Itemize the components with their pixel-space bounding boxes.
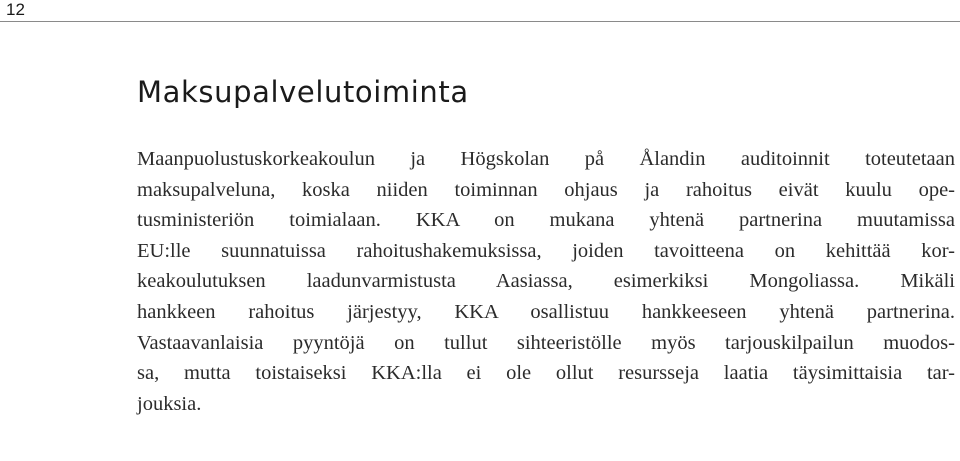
body-paragraph bbox=[137, 144, 955, 419]
paragraph-line: jouksia. bbox=[137, 392, 202, 415]
section-title: Maksupalvelutoiminta bbox=[137, 75, 469, 109]
header-divider bbox=[0, 21, 960, 22]
paragraph-line: sa, mutta toistaiseksi KKA:lla ei ole ollut resursseja laatia täysimittaisia tar- bbox=[137, 362, 955, 385]
page-number: 12 bbox=[6, 0, 25, 19]
paragraph-line: Maanpuolustuskorkeakoulun ja Högskolan på Ålandin auditoinnit toteutetaan bbox=[137, 148, 955, 170]
paragraph-line: Vastaavanlaisia pyyntöjä on tullut sihteeristölle myös tarjouskilpailun muodos- bbox=[137, 331, 955, 354]
paragraph-line: tusministeriön toimialaan. KKA on mukana yhtenä partnerina muutamissa bbox=[137, 209, 955, 232]
paragraph-line: keakoulutuksen laadunvarmistusta Aasiassa, esimerkiksi Mongoliassa. Mikäli bbox=[137, 270, 955, 293]
paragraph-line: EU:lle suunnatuissa rahoitushakemuksissa, joiden tavoitteena on kehittää kor- bbox=[137, 239, 955, 262]
paragraph-line: hankkeen rahoitus järjestyy, KKA osallistuu hankkeeseen yhtenä partnerina. bbox=[137, 300, 955, 323]
paragraph-line: maksupalveluna, koska niiden toiminnan ohjaus ja rahoitus eivät kuulu ope- bbox=[137, 178, 955, 201]
